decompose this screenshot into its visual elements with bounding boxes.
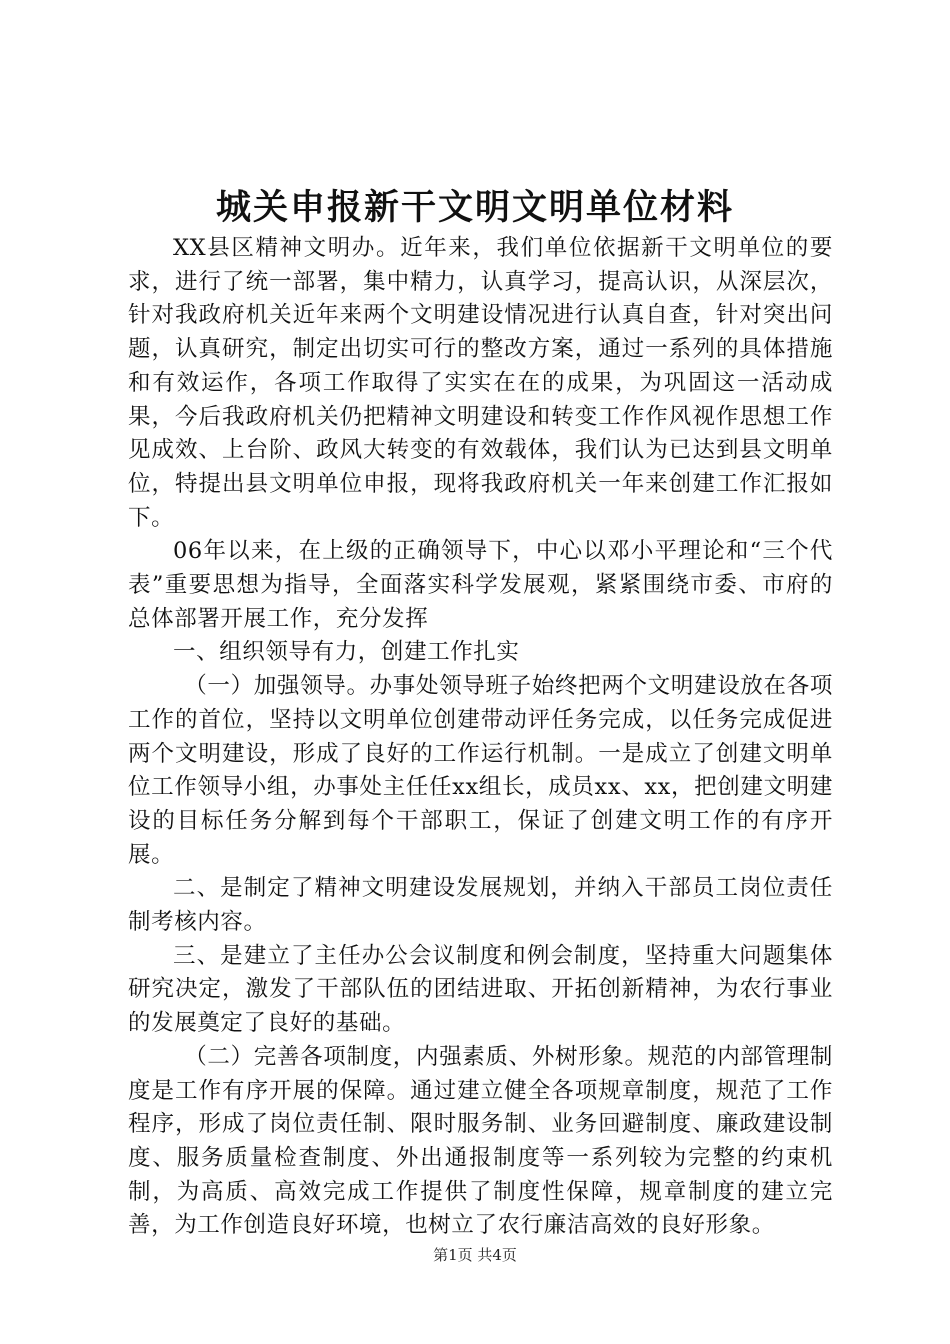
paragraph-leadership: （一）加强领导。办事处领导班子始终把两个文明建设放在各项工作的首位，坚持以文明单位创建带动评任务完成，以任务完成促进两个文明建设，形成了良好的工作运行机制。一是成立了创建文明单位工作领导小组，办事处主任任xx组长，成员xx、xx，把创建文明建设的目标任务分解到每个干部职工，保证了创建文明工作的有序开展。 bbox=[128, 673, 833, 868]
paragraph-meetings: 三、是建立了主任办公会议制度和例会制度，坚持重大问题集体研究决定，激发了干部队伍的团结进取、开拓创新精神，为农行事业的发展奠定了良好的基础。 bbox=[128, 942, 833, 1037]
paragraph-planning: 二、是制定了精神文明建设发展规划，并纳入干部员工岗位责任制考核内容。 bbox=[128, 875, 833, 936]
document-body bbox=[128, 232, 833, 1243]
paragraph-systems: （二）完善各项制度，内强素质、外树形象。规范的内部管理制度是工作有序开展的保障。通过建立健全各项规章制度，规范了工作程序，形成了岗位责任制、限时服务制、业务回避制度、廉政建设制度、服务质量检查制度、外出通报制度等一系列较为完整的约束机制，为高质、高效完成工作提供了制度性保障，规章制度的建立完善，为工作创造良好环境，也树立了农行廉洁高效的良好形象。 bbox=[128, 1043, 833, 1239]
page-footer: 第1页 共4页 bbox=[433, 1246, 517, 1264]
paragraph-intro: XX县区精神文明办。近年来，我们单位依据新干文明单位的要求，进行了统一部署，集中精力，认真学习，提高认识，从深层次，针对我政府机关近年来两个文明建设情况进行认真自查，针对突出问题，认真研究，制定出切实可行的整改方案，通过一系列的具体措施和有效运作，各项工作取得了实实在在的成果，为巩固这一活动成果，今后我政府机关仍把精神文明建设和转变工作作风视作思想工作见成效、上台阶、政风大转变的有效载体，我们认为已达到县文明单位，特提出县文明单位申报，现将我政府机关一年来创建工作汇报如下。 bbox=[128, 235, 833, 531]
section-heading-1: 一、组织领导有力，创建工作扎实 bbox=[173, 639, 520, 666]
document-title: 城关申报新干文明文明单位材料 bbox=[215, 188, 734, 228]
paragraph-background: 06年以来，在上级的正确领导下，中心以邓小平理论和“三个代表”重要思想为指导，全面落实科学发展观，紧紧围绕市委、市府的总体部署开展工作，充分发挥 bbox=[128, 538, 833, 632]
